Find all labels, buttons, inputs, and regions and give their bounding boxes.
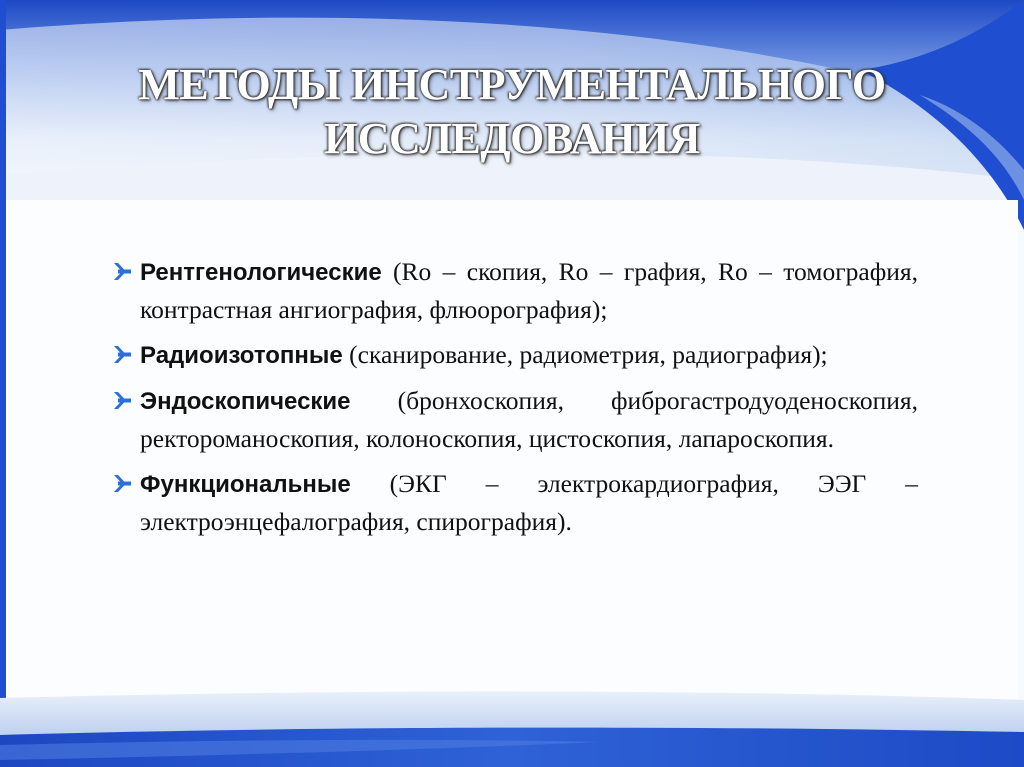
method-term: Эндоскопические xyxy=(140,388,351,415)
methods-list xyxy=(110,253,918,548)
method-description: (сканирование, радиометрия, радиография); xyxy=(342,340,828,369)
method-description: (бронхоскопия, фиброгастродуоденоскопия, ректороманоскопия, колоноскопия, цистоскопия, лапароскопия. xyxy=(140,386,918,453)
slide-title-line-2: ИССЛЕДОВАНИЯ xyxy=(324,114,700,163)
list-item-xray xyxy=(110,253,918,328)
list-item-functional xyxy=(110,465,918,540)
method-term: Радиоизотопные xyxy=(140,342,343,369)
chevron-right-arrow-icon xyxy=(110,382,136,419)
slide-title-line-1: МЕТОДЫ ИНСТРУМЕНТАЛЬНОГО xyxy=(138,60,886,109)
chevron-right-arrow-icon xyxy=(110,336,136,373)
slide-title xyxy=(0,58,1024,166)
list-item-radioisotope xyxy=(110,336,918,374)
method-term: Функциональные xyxy=(140,471,351,498)
chevron-right-arrow-icon xyxy=(110,465,136,502)
method-description: (Ro – скопия, Ro – графия, Ro – томография, контрастная ангиография, флюорография); xyxy=(140,257,918,324)
list-item-endoscopic xyxy=(110,382,918,457)
method-term: Рентгенологические xyxy=(140,259,382,286)
chevron-right-arrow-icon xyxy=(110,253,136,290)
method-description: (ЭКГ – электрокардиография, ЭЭГ – электроэнцефалография, спирография). xyxy=(140,469,918,536)
